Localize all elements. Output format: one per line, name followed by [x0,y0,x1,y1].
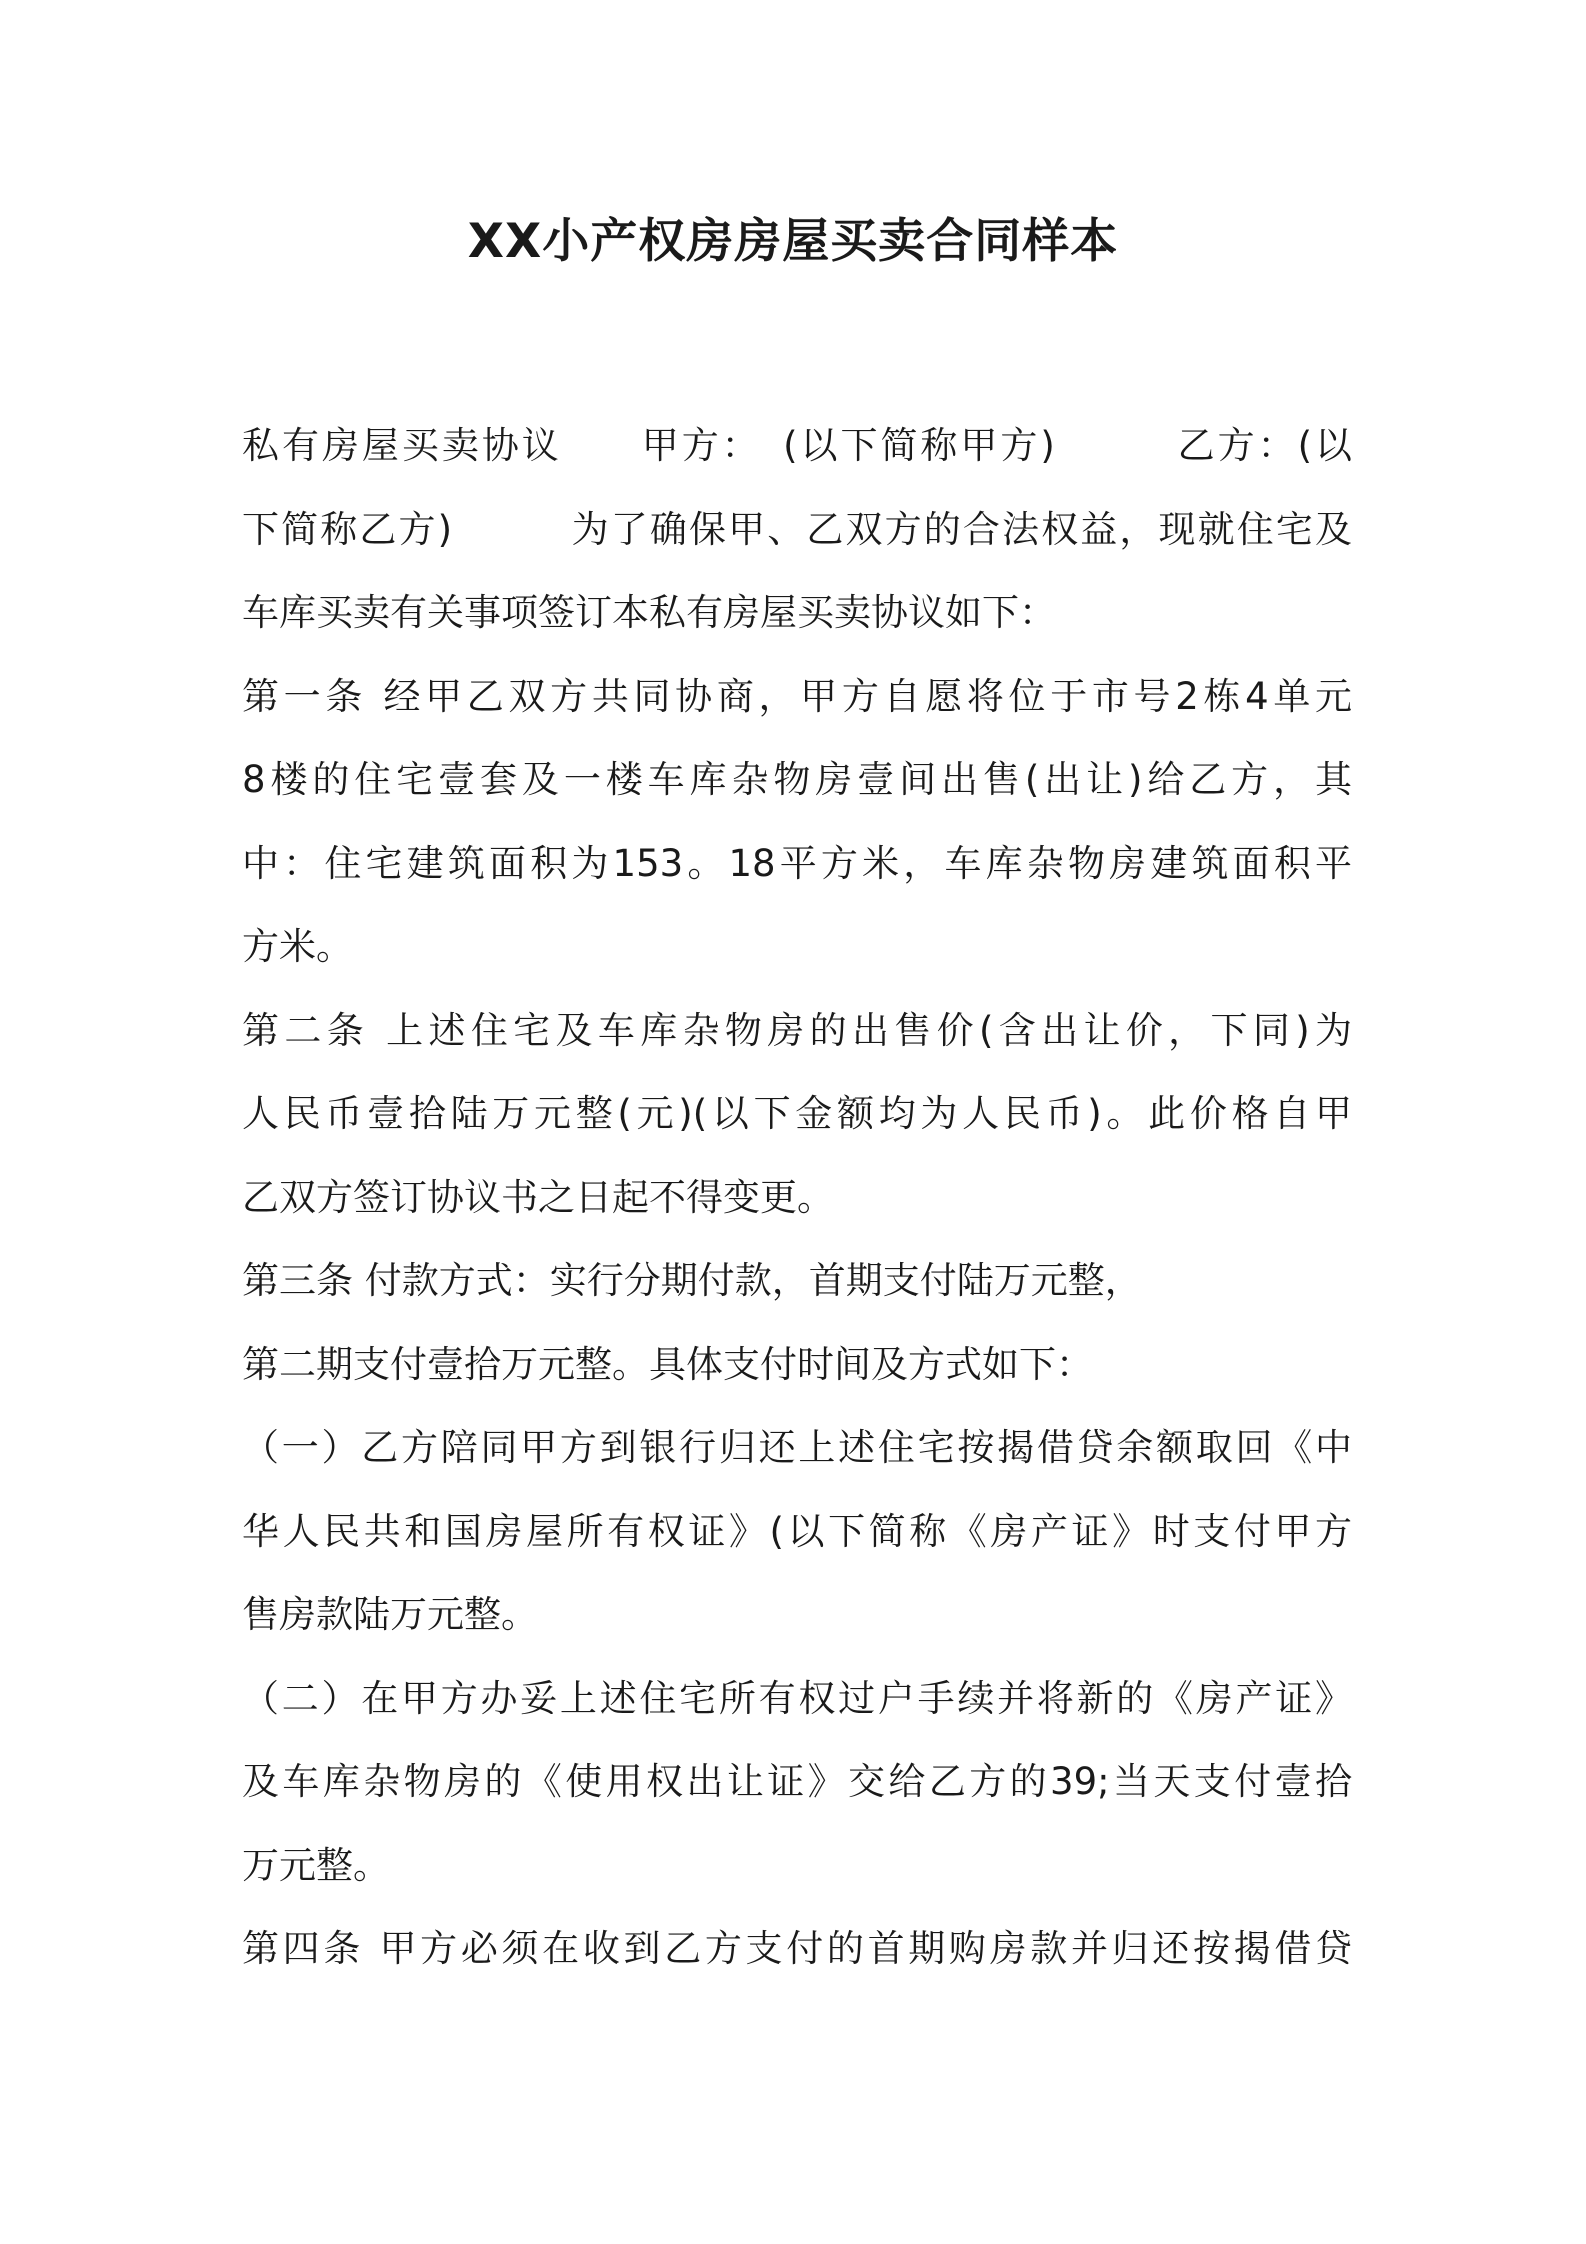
text-line: 乙双方签订协议书之日起不得变更。 [242,1175,834,1219]
text-line: （二）在甲方办妥上述住宅所有权过户手续并将新的《房产证》 [242,1676,1352,1720]
text-line: 方米。 [242,925,353,968]
text-line: 8楼的住宅壹套及一楼车库杂物房壹间出售(出让)给乙方，其 [242,758,1352,801]
text-line: 下简称乙方) 为了确保甲、乙双方的合法权益，现就住宅及 [242,507,1352,551]
text-line: 万元整。 [242,1843,390,1887]
text-line: 华人民共和国房屋所有权证》(以下简称《房产证》时支付甲方 [242,1509,1352,1553]
text-line: （一）乙方陪同甲方到银行归还上述住宅按揭借贷余额取回《中 [242,1426,1352,1469]
text-line: 第一条 经甲乙双方共同协商，甲方自愿将位于市号2栋4单元 [242,674,1352,718]
text-line: 第二条 上述住宅及车库杂物房的出售价(含出让价，下同)为 [242,1008,1352,1052]
text-line: 车库买卖有关事项签订本私有房屋买卖协议如下： [242,591,1056,634]
document-title: XX小产权房房屋买卖合同样本 [467,214,1119,269]
text-line: 售房款陆万元整。 [242,1593,538,1636]
text-line: 第二期支付壹拾万元整。具体支付时间及方式如下： [242,1342,1093,1386]
text-line: 及车库杂物房的《使用权出让证》交给乙方的39;当天支付壹拾 [242,1760,1352,1803]
text-line: 私有房屋买卖协议 甲方： (以下简称甲方) 乙方：(以 [242,424,1352,467]
document-body [242,404,1352,1991]
text-line: 人民币壹拾陆万元整(元)(以下金额均为人民币)。此价格自甲 [242,1092,1352,1135]
text-line: 第四条 甲方必须在收到乙方支付的首期购房款并归还按揭借贷 [242,1927,1352,1970]
text-line: 第三条 付款方式：实行分期付款，首期支付陆万元整， [242,1259,1142,1302]
text-line: 中：住宅建筑面积为153。18平方米，车库杂物房建筑面积平 [242,841,1352,885]
